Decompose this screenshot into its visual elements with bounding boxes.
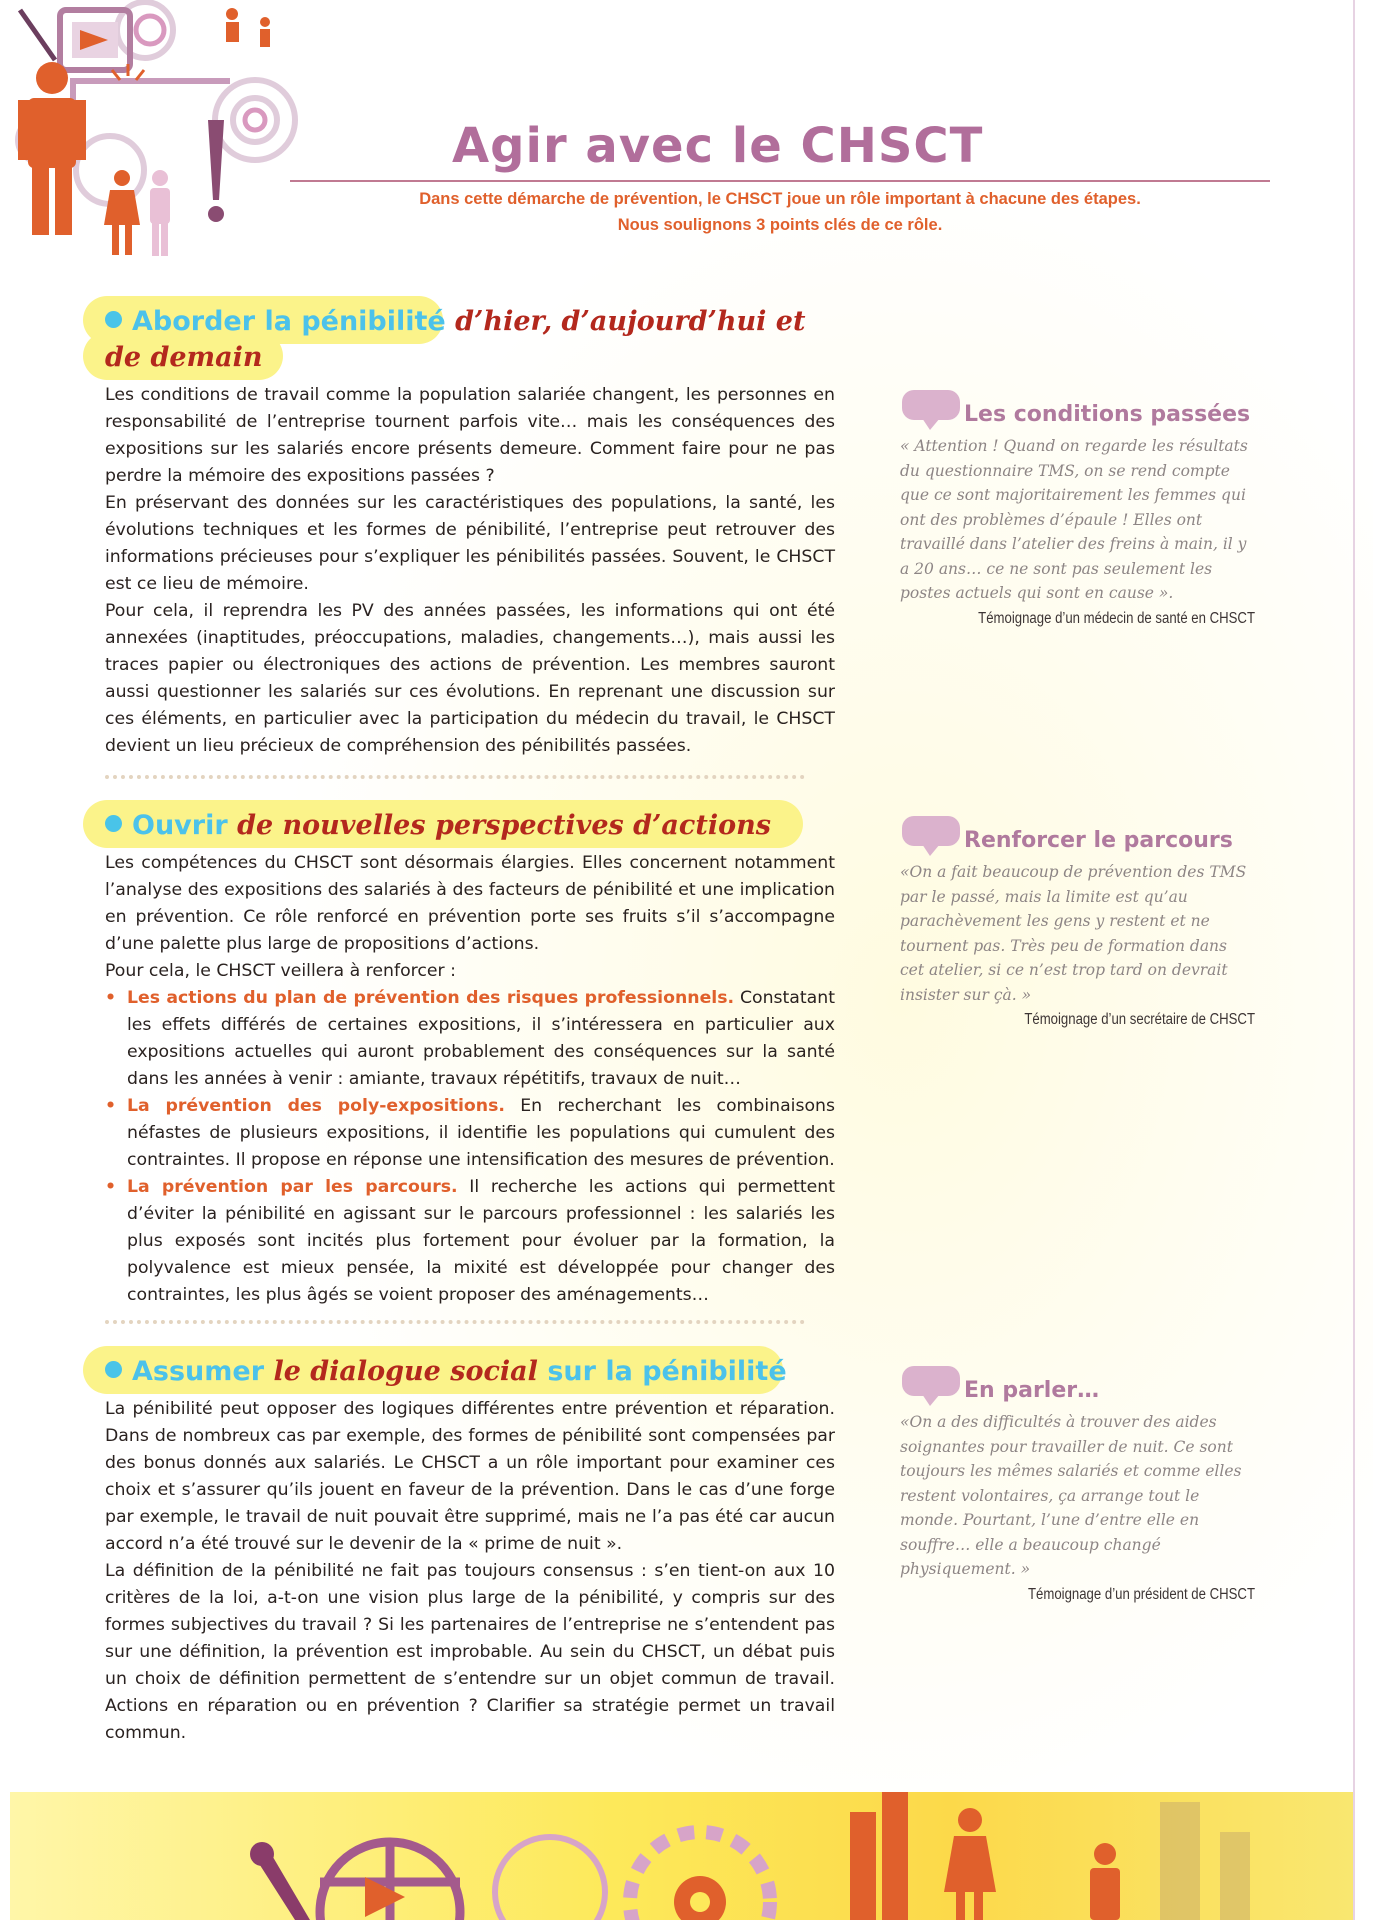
section-aborder <box>105 300 835 760</box>
paragraph: Pour cela, le CHSCT veillera à renforcer : <box>105 961 456 981</box>
person-icon <box>150 170 170 256</box>
gear-wheel-icon <box>630 1832 770 1920</box>
quote-signature: Témoignage d’un secrétaire de CHSCT <box>1024 1011 1255 1028</box>
paragraph: Pour cela, il reprendra les PV des années passées, les informations qui ont été annexées (inaptitudes, préoccupations, maladies, changements…), mais aussi les traces papier ou électroniques des actions de prévention. Les membres sauront aussi questionner les salariés sur ces évolutions. En reprenant une discussion sur ces éléments, en particulier avec la participation du médecin du travail, le CHSCT devient un lieu précieux de compréhension des pénibilités passées. <box>105 601 835 756</box>
speech-bubble-icon <box>900 1364 962 1408</box>
quote-title: Les conditions passées <box>964 402 1251 427</box>
section-body <box>105 382 835 760</box>
paragraph: La pénibilité peut opposer des logiques différentes entre prévention et réparation. Dans de nombreux cas par exemple, des formes de pénibilité sont compensées par des bonus donnés aux salariés. Le CHSCT a un rôle important pour examiner ces choix et s’assurer qu’ils jouent en faveur de la prévention. Dans le cas d’une forge par exemple, le travail de nuit pouvait être supprimé, mais ne l’a pas été car aucun accord n’a été trouvé sur le devenir de la « prime de nuit ». <box>105 1399 835 1554</box>
title-underline <box>290 180 1270 182</box>
action-list <box>105 985 835 1309</box>
list-item: • La prévention des poly-expositions. En recherchant les combinaisons néfastes de plusieurs expositions, il identifie les populations qui cumulent des contraintes. Il propose en réponse une intensification des mesures de prévention. <box>105 1096 835 1170</box>
quote-text: «On a fait beaucoup de prévention des TMS par le passé, mais la limite est qu’au parachèvement les gens y restent et ne tournent pas. Très peu de formation dans cet atelier, si ce n’est trop tard on devrait insister sur çà. » <box>900 863 1247 1004</box>
section-body <box>105 1396 835 1747</box>
sidebar-quote <box>900 388 1255 628</box>
page-edge-line <box>1353 0 1355 1920</box>
person-icon <box>226 8 270 47</box>
paragraph: En préservant des données sur les caractéristiques des populations, la santé, les évolutions techniques et les formes de pénibilité, l’entreprise peut retrouver des informations précieuses pour s’expliquer les pénibilités passées. Souvent, le CHSCT est ce lieu de mémoire. <box>105 493 835 594</box>
intro-text <box>290 186 1270 238</box>
footer-illustration <box>10 1792 1353 1920</box>
quote-text: « Attention ! Quand on regarde les résultats du questionnaire TMS, on se rend compte que ce sont majoritairement les femmes qui ont des problèmes d’épaule ! Elles ont travaillé dans l’atelier des freins à main, il y a 20 ans… ce ne sont pas seulement les postes actuels qui sont en cause ». <box>900 437 1248 602</box>
speech-bubble-icon <box>900 814 962 858</box>
person-icon <box>944 1808 996 1920</box>
section-assumer <box>105 1350 835 1747</box>
bullet-dot-icon <box>105 815 122 832</box>
intro-line: Dans cette démarche de prévention, le CHSCT joue un rôle important à chacune des étapes. <box>419 190 1141 208</box>
dotted-divider <box>105 775 805 779</box>
section-ouvrir <box>105 804 835 1309</box>
sidebar-quote <box>900 814 1255 1029</box>
gear-wheel-icon <box>136 16 265 130</box>
section-heading: Ouvrir de nouvelles perspectives d’actions <box>105 804 835 848</box>
quote-signature: Témoignage d’un président de CHSCT <box>1027 1585 1255 1603</box>
footer-band <box>10 1792 1353 1920</box>
warning-exclamation-icon <box>208 120 224 222</box>
bullet-dot-icon <box>105 311 122 328</box>
page-title: Agir avec le CHSCT <box>452 118 984 174</box>
quote-signature: Témoignage d’un médecin de santé en CHSCT <box>978 609 1255 627</box>
person-icon <box>1090 1843 1120 1920</box>
intro-line: Nous soulignons 3 points clés de ce rôle. <box>617 216 943 234</box>
paragraph: Les conditions de travail comme la population salariée changent, les personnes en responsabilité de l’entreprise tournent parfois vite… mais les conséquences des expositions sur les salariés encore présents demeure. Comment faire pour ne pas perdre la mémoire des expositions passées ? <box>105 385 835 486</box>
paragraph: Les compétences du CHSCT sont désormais élargies. Elles concernent notamment l’analyse des expositions des salariés à des facteurs de pénibilité et une implication en prévention. Ce rôle renforcé en prévention porte ses fruits s’il s’accompagne d’une palette plus large de propositions d’actions. <box>105 853 835 954</box>
quote-title: En parler… <box>964 1378 1100 1403</box>
list-item: • La prévention par les parcours. Il recherche les actions qui permettent d’éviter la pénibilité en agissant sur le parcours professionnel : les salariés les plus exposés sont incités plus fortement pour évoluer par la formation, la polyvalence est mieux pensée, la mixité est développée pour changer des contraintes, les plus âgés se voient proposer des aménagements… <box>105 1177 835 1305</box>
quote-text: «On a des difficultés à trouver des aides soignantes pour travailler de nuit. Ce sont toujours les mêmes salariés et comme elles restent volontaires, ça arrange tout le monde. Pourtant, l’une d’entre elle en souffre… elle a beaucoup changé physiquement. » <box>900 1413 1242 1578</box>
section-heading: Assumer le dialogue social sur la pénibilité <box>105 1350 835 1394</box>
list-item: • Les actions du plan de prévention des risques professionnels. Constatant les effets différés de certaines expositions, il s’intéressera en particulier aux expositions actuelles qui auront probablement des conséquences sur la santé dans les années à venir : amiante, travaux répétitifs, travaux de nuit… <box>105 988 835 1089</box>
bullet-dot-icon <box>105 1361 122 1378</box>
section-heading: Aborder la pénibilité d’hier, d’aujourd’hui et de demain <box>105 300 835 380</box>
person-icon <box>104 170 140 255</box>
quote-title: Renforcer le parcours <box>964 828 1233 853</box>
sidebar-quote <box>900 1364 1255 1604</box>
section-body <box>105 850 835 1309</box>
speech-bubble-icon <box>900 388 962 432</box>
dotted-divider <box>105 1320 805 1324</box>
header-illustration <box>0 0 340 270</box>
paragraph: La définition de la pénibilité ne fait pas toujours consensus : s’en tient-on aux 10 critères de la loi, a-t-on une vision plus large de la pénibilité, y compris sur des formes subjectives du travail ? Si les partenaires de l’entreprise ne s’entendent pas sur une définition, la prévention est improbable. Au sein du CHSCT, un débat puis un choix de définition permettent de s’entendre sur un objet commun de travail. Actions en réparation ou en prévention ? Clarifier sa stratégie permet un travail commun. <box>105 1561 835 1743</box>
